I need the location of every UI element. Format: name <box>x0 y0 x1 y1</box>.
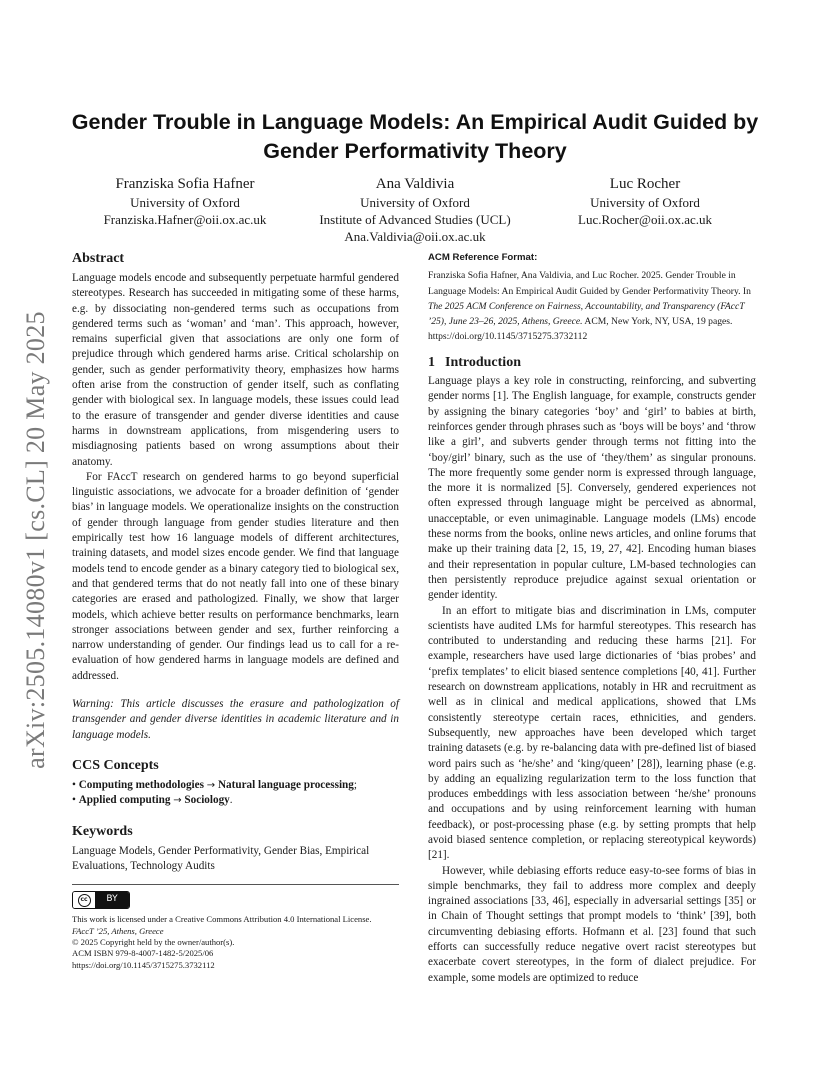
abstract-heading: Abstract <box>72 251 125 266</box>
author-affiliation: University of Oxford <box>590 195 700 210</box>
author-2 <box>300 174 530 245</box>
arxiv-id-text: arXiv:2505.14080v1 [cs.CL] 20 May 2025 <box>21 311 50 769</box>
author-affiliation: University of Oxford <box>130 195 240 210</box>
author-email: Franziska.Hafner@oii.ox.ac.uk <box>103 212 267 227</box>
section-number: 1 <box>428 354 435 370</box>
venue-text: FAccT ’25, Athens, Greece <box>72 925 164 936</box>
ccs-concept-term: Applied computing <box>78 794 171 807</box>
author-email: Luc.Rocher@oii.ox.ac.uk <box>578 212 712 227</box>
by-icon: BY <box>95 892 129 908</box>
reference-format-heading: ACM Reference Format: <box>428 252 538 263</box>
author-name: Luc Rocher <box>609 176 681 192</box>
author-affiliation-2: Institute of Advanced Studies (UCL) <box>319 212 511 227</box>
abstract-paragraph-2: For FAccT research on gendered harms to go beyond superficial linguistic associations, we advocate for a broader definition of ‘gender bias’ in language models. We operationalize insights on the construction of gender through language from gender studies literature and then empirically test how 16 language models of different architectures, training datasets, and model sizes encode gender. We find that language models tend to encode gender as a binary category tied to biological sex, and that gendered terms that do not neatly fall into one of these binary categories are erased and pathologized. Finally, we show that larger models, which achieve better results on performance benchmarks, learn stronger associations between gender and sex, further reinforcing a narrow understanding of gender. Our findings lead us to call for a re-evaluation of how gendered harms in language models are defined and addressed. <box>72 470 399 682</box>
content-warning: Warning: This article discusses the erasure and pathologization of transgender and gender diverse identities in academic literature and in language models. <box>72 698 399 741</box>
ccs-concept-term: Sociology <box>184 794 230 807</box>
intro-paragraph-1: Language plays a key role in constructing, reinforcing, and subverting gender norms [1]. The English language, for example, constructs gender by assigning the binary categories ‘boy’ and ‘girl’ to babies at birth, reinforces gender through phrases such as ‘boys will be boys’ and ‘throw like a girl’, and subverts gender through terms not fitting into the ‘boy/girl’ binary, such as the use of ‘they/them’ as singular pronouns. The more frequently some gender norm is expressed through language, the more it is normalized [5]. Conversely, gendered experiences not often expressed through language might be perceived as abnormal, unacceptable, or even unimaginable. Language models (LMs) encode these norms from the books, online news articles, and online forums that make up their training data [2, 15, 19, 27, 42]. Encoding human biases and their representation in popular culture, LM-based technologies can then persistently reproduce prejudice against sexual orientation or gender identity. <box>428 375 756 602</box>
author-name: Franziska Sofia Hafner <box>115 176 255 192</box>
section-title: Introduction <box>445 354 521 370</box>
doi-link[interactable]: https://doi.org/10.1145/3715275.3732112 <box>72 959 215 970</box>
keywords-heading: Keywords <box>72 823 133 839</box>
arxiv-identifier <box>14 300 58 780</box>
acm-reference-format <box>428 250 756 345</box>
introduction-heading <box>428 355 756 370</box>
arrow-icon: → <box>173 795 182 807</box>
abstract-paragraph-1: Language models encode and subsequently perpetuate harmful gendered stereotypes. Research has succeeded in mitigating some of these harms, e.g. by dissociating non-gendered terms such as occupations from gendered terms such as ‘woman’ and ‘man’. This approach, however, remains superficial given that associations are only one form of prejudice through which gendered harms arise. Critical scholarship on gender, such as gender performativity theory, emphasizes how harms often arise from the construction of gender itself, such as conflating gender with biological sex. In language models, these issues could lead to the erasure of transgender and gender diverse identities and cause harms in downstream applications, from misgendering users to misdiagnosing patients based on wrong assumptions about their anatomy. <box>72 272 399 468</box>
ccs-concept-term: Natural language processing <box>217 778 354 791</box>
intro-paragraph-2: In an effort to mitigate bias and discrimination in LMs, computer scientists have audited LMs for harmful stereotypes. This research has contributed to understanding and reducing these harms [21]. For example, researchers have used large dictionaries of ‘bias probes’ and ‘prefix templates’ to elicit biased sentence completions [40, 41]. Further research on downstream applications, notably in HR and recruitment as well as in clinical and medical applications, showed that LMs consistently stereotype certain races, ethnicities, and genders. Subsequently, new approaches have been developed which target training datasets (e.g. by re-balancing data with pre-defined list of biased word pairs such as ‘he/she’ and ‘king/queen’ [28]), learning phase (e.g. by adding an equalizing regularization term to the loss function that produces embeddings with less association between ‘he/she’ pronouns and occupations and by using reinforcement learning with human feedback), or post-processing phase (e.g. by setting prompts that help avoid biased sentence completion, or replacing stereotypical keywords) [21]. <box>428 604 756 862</box>
author-3 <box>530 174 760 228</box>
intro-paragraph-3: However, while debiasing efforts reduce easy-to-see forms of bias in simple benchmarks, they fail to address more complex and deeply ingrained associations [33, 46], especially in adversarial settings [35] or in Chain of Thought settings that prompt models to ‘think’ [39], both circumventing debiasing efforts. Hofmann et al. [23] found that such efforts can successfully reduce negative overt racist stereotypes but exacerbate covert stereotypes, in the form of dialect prejudice. For example, some models are optimized to reduce <box>428 864 756 984</box>
ccs-concept-1: • Computing methodologies → Natural language processing; <box>72 778 357 791</box>
author-email: Ana.Valdivia@oii.ox.ac.uk <box>344 229 486 244</box>
keywords-text: Language Models, Gender Performativity, Gender Bias, Empirical Evaluations, Technology Audits <box>72 844 370 872</box>
ccs-concept-2: • Applied computing → Sociology. <box>72 794 233 807</box>
cc-icon: cc <box>73 892 95 908</box>
left-column <box>72 250 399 971</box>
license-footer <box>72 884 399 971</box>
reference-format-text: Franziska Sofia Hafner, Ana Valdivia, and Luc Rocher. 2025. Gender Trouble in Language Models: An Empirical Audit Guided by Gender Performativity Theory. In The 2025 ACM Conference on Fairness, Accountability, and Transparency (FAccT ’25), June 23–26, 2025, Athens, Greece. ACM, New York, NY, USA, 19 pages. https://doi.org/10.1145/3715275.3732112 <box>428 270 751 343</box>
isbn-text: ACM ISBN 979-8-4007-1482-5/2025/06 <box>72 948 214 959</box>
author-name: Ana Valdivia <box>375 176 455 192</box>
ccs-heading: CCS Concepts <box>72 757 159 773</box>
author-affiliation: University of Oxford <box>360 195 470 210</box>
ccs-concept-term: Computing methodologies <box>78 778 204 791</box>
author-1 <box>70 174 300 228</box>
arrow-icon: → <box>206 779 216 791</box>
paper-title: Gender Trouble in Language Models: An Empirical Audit Guided by Gender Performativity Theory <box>71 110 759 163</box>
license-text: This work is licensed under a Creative Commons Attribution 4.0 International License. <box>72 914 372 925</box>
right-column <box>428 250 756 986</box>
creative-commons-badge[interactable] <box>72 891 130 909</box>
copyright-text: © 2025 Copyright held by the owner/author(s). <box>72 936 235 947</box>
